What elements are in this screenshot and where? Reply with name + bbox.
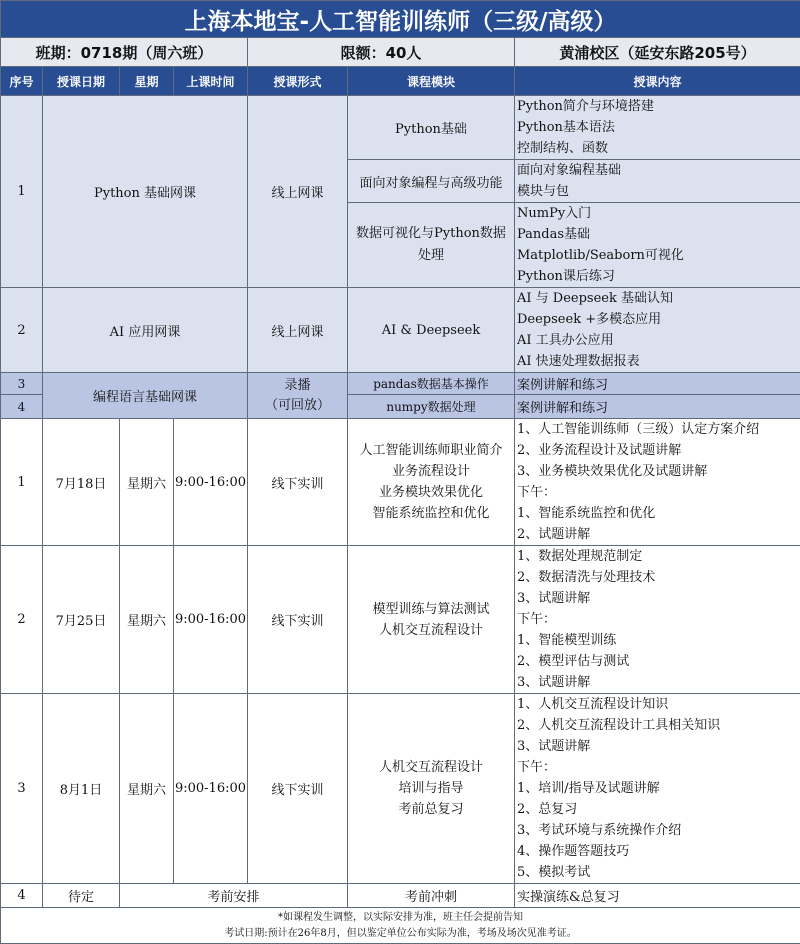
module-contents [515,288,800,373]
content-line: 面向对象编程基础 [517,163,622,178]
module-line: 业务模块效果优化 [378,485,483,500]
final-content: 实操演练&总复习 [515,884,800,908]
course-form: 线上网课 [248,288,348,373]
content-line: 2、人机交互流程设计工具相关知识 [517,718,721,733]
content-line: 下午： [517,612,557,627]
footnote [1,908,800,944]
module-content: 案例讲解和练习 [515,373,800,395]
session-time: 9:00-16:00 [174,694,248,884]
module-line: 人机交互流程设计 [378,760,483,775]
header-weekday: 星期 [120,67,174,96]
footnote-line: 考试日期:预计在26年8月，但以鉴定单位公布实际为准，考场及场次见准考证。 [224,927,577,939]
content-line: Pandas基础 [517,227,591,242]
content-line: 2、总复习 [517,802,578,817]
header-date: 授课日期 [43,67,120,96]
session-date: 7月25日 [43,546,120,694]
content-line: 1、智能模型训练 [517,633,617,648]
session-contents [515,419,800,546]
content-line: NumPy入门 [517,206,592,221]
content-line: 下午： [517,760,557,775]
session-form: 线下实训 [248,546,348,694]
form-line: 录播 [284,377,311,393]
row-no: 4 [1,884,43,908]
content-line: AI 工具办公应用 [517,333,614,348]
module-line: 模型训练与算法测试 [372,601,490,617]
module-name: AI & Deepseek [348,288,515,373]
session-contents [515,546,800,694]
module-line: 智能系统监控和优化 [372,506,490,521]
row-no: 2 [1,546,43,694]
course-name: AI 应用网课 [43,288,248,373]
module-line: 业务流程设计 [391,464,470,479]
module-contents [515,203,800,288]
row-no: 1 [1,419,43,546]
session-modules [348,694,515,884]
content-line: AI 快速处理数据报表 [517,354,640,369]
session-modules [348,419,515,546]
content-line: 1、智能系统监控和优化 [517,506,656,521]
session-modules [348,546,515,694]
course-form [248,373,348,419]
module-name: pandas数据基本操作 [348,373,515,395]
module-contents [515,96,800,160]
row-no: 2 [1,288,43,373]
content-line: 2、数据清洗与处理技术 [517,570,656,585]
content-line: 3、考试环境与系统操作介绍 [517,823,682,838]
session-weekday: 星期六 [120,419,174,546]
content-line: 下午： [517,485,557,500]
form-line: （可回放） [264,397,330,413]
content-line: Python简介与环境搭建 [517,99,654,114]
module-name: 数据可视化与Python数据处理 [348,203,515,288]
module-name: 面向对象编程与高级功能 [348,160,515,203]
content-line: 2、试题讲解 [517,527,591,542]
content-line: 1、人工智能训练师（三级）认定方案介绍 [517,422,760,437]
content-line: 模块与包 [517,184,570,199]
header-time: 上课时间 [174,67,248,96]
header-form: 授课形式 [248,67,348,96]
content-line: Deepseek +多模态应用 [517,312,662,327]
session-form: 线下实训 [248,694,348,884]
content-line: Python基本语法 [517,120,615,135]
quota: 限额：40人 [248,38,515,67]
header-no: 序号 [1,67,43,96]
module-line: 培训与指导 [398,781,464,796]
module-content: 案例讲解和练习 [515,395,800,419]
footnote-line: *如课程发生调整，以实际安排为准，班主任会提前告知 [278,911,524,923]
final-arrangement: 考前安排 [120,884,348,908]
content-line: 2、业务流程设计及试题讲解 [517,443,682,458]
campus: 黄浦校区（延安东路205号） [515,38,800,67]
module-name: numpy数据处理 [348,395,515,419]
content-line: 控制结构、函数 [517,141,609,156]
content-line: 1、培训/指导及试题讲解 [517,781,660,796]
session-form: 线下实训 [248,419,348,546]
content-line: Matplotlib/Seaborn可视化 [517,248,684,263]
content-line: 1、人机交互流程设计知识 [517,697,669,712]
content-line: 3、试题讲解 [517,675,591,690]
row-no: 4 [1,395,43,419]
final-module: 考前冲刺 [348,884,515,908]
session-time: 9:00-16:00 [174,546,248,694]
session-time: 9:00-16:00 [174,419,248,546]
course-name: Python 基础网课 [43,96,248,288]
content-line: 3、试题讲解 [517,739,591,754]
session-weekday: 星期六 [120,694,174,884]
module-line: 人机交互流程设计 [378,622,483,638]
module-line: 考前总复习 [398,802,464,817]
session-contents [515,694,800,884]
header-module: 课程模块 [348,67,515,96]
session-weekday: 星期六 [120,546,174,694]
row-no: 1 [1,96,43,288]
course-name: 编程语言基础网课 [43,373,248,419]
module-contents [515,160,800,203]
content-line: 3、业务模块效果优化及试题讲解 [517,464,708,479]
final-date: 待定 [43,884,120,908]
session-date: 7月18日 [43,419,120,546]
content-line: 3、试题讲解 [517,591,591,606]
module-line: 人工智能训练师职业简介 [359,443,503,458]
content-line: Python课后练习 [517,269,615,284]
header-content: 授课内容 [515,67,800,96]
module-name: Python基础 [348,96,515,160]
session-date: 8月1日 [43,694,120,884]
page-title: 上海本地宝-人工智能训练师（三级/高级） [1,1,800,38]
row-no: 3 [1,373,43,395]
content-line: 1、数据处理规范制定 [517,549,643,564]
content-line: 2、模型评估与测试 [517,654,630,669]
row-no: 3 [1,694,43,884]
content-line: AI 与 Deepseek 基础认知 [517,291,673,306]
course-form: 线上网课 [248,96,348,288]
class-period: 班期：0718期（周六班） [1,38,248,67]
content-line: 5、模拟考试 [517,865,591,880]
content-line: 4、操作题答题技巧 [517,844,630,859]
